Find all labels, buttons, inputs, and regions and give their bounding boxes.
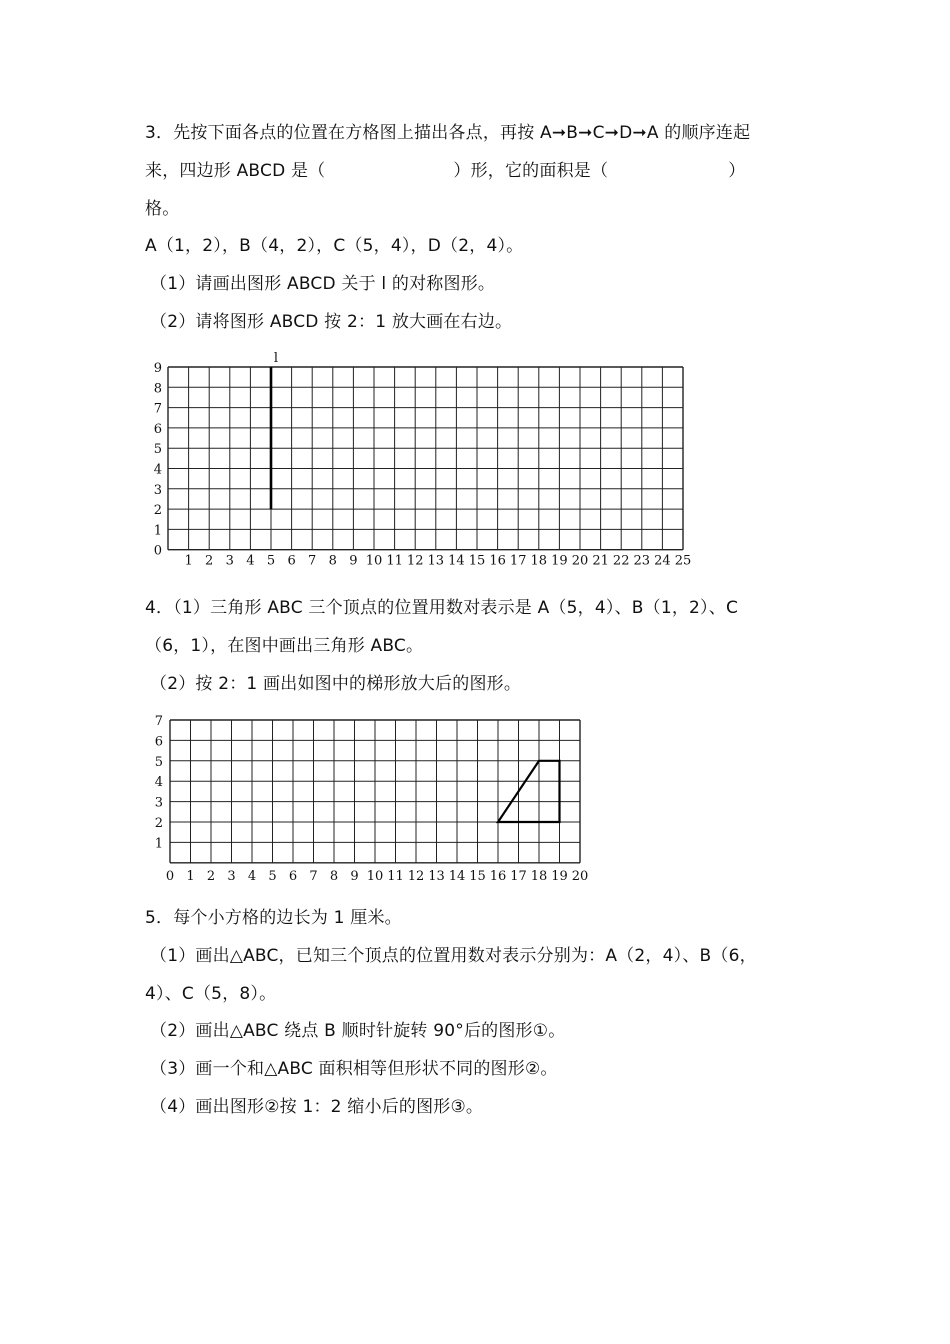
x-tick-label: 11 [386,553,403,569]
x-tick-label: 5 [268,868,277,884]
y-tick-label: 2 [154,816,163,831]
x-tick-label: 18 [530,868,548,884]
x-tick-label: 3 [227,868,236,884]
x-tick-label: 4 [246,553,255,569]
q4-grid[interactable] [140,708,610,890]
x-tick-label: 16 [489,868,507,884]
q4-line-3: （2）按 2：1 画出如图中的梯形放大后的图形。 [150,674,522,694]
y-tick-label: 4 [154,775,163,791]
x-tick-label: 16 [489,553,506,569]
x-tick-label: 1 [184,553,193,569]
x-tick-label: 8 [328,553,337,569]
q5-line-1: 5．每个小方格的边长为 1 厘米。 [145,908,402,928]
y-tick-label: 2 [153,503,162,519]
y-tick-label: 7 [154,714,163,729]
y-tick-label: 8 [153,381,162,397]
q3-line-2 [145,159,745,183]
x-tick-label: 2 [205,553,214,569]
q5-line-3: 4）、C（5，8）。 [145,984,277,1004]
x-tick-label: 12 [407,868,425,884]
x-tick-label: 10 [366,868,384,884]
x-tick-label: 20 [571,553,589,569]
y-tick-label: 7 [153,401,162,417]
y-tick-label: 6 [154,734,163,750]
x-tick-label: 6 [288,868,298,884]
symmetry-axis-label: l [273,351,279,366]
x-tick-label: 14 [448,553,465,569]
y-tick-label: 1 [153,523,162,539]
x-tick-label: 12 [406,553,424,569]
q4-line-2: （6，1），在图中画出三角形 ABC。 [145,636,424,656]
q5-line-6: （4）画出图形②按 1：2 缩小后的图形③。 [150,1097,484,1117]
y-tick-label: 6 [153,421,162,437]
q3-grid[interactable] [140,350,700,575]
y-tick-label: 9 [153,361,162,376]
x-tick-label: 7 [309,868,318,884]
q5-line-5: （3）画一个和△ABC 面积相等但形状不同的图形②。 [150,1059,558,1079]
x-tick-label: 17 [509,553,527,569]
x-tick-label: 7 [308,553,317,569]
q5-line-2: （1）画出△ABC，已知三个顶点的位置用数对表示分别为：A（2，4）、B（6， [150,946,757,966]
y-tick-label: 3 [154,795,163,811]
y-tick-label: 5 [154,754,163,770]
x-tick-label: 4 [247,868,257,884]
x-tick-label: 13 [427,553,445,569]
q3-line-2-a: 来，四边形 ABCD 是（ [145,161,326,181]
x-tick-label: 9 [350,868,359,884]
trapezoid-shape [498,761,560,822]
x-tick-label: 3 [225,553,234,569]
q3-line-3: 格。 [145,199,180,219]
x-tick-label: 1 [186,868,195,884]
x-tick-label: 17 [510,868,527,884]
x-tick-label: 15 [469,868,486,884]
q3-task-2: （2）请将图形 ABCD 按 2：1 放大画在右边。 [150,312,513,332]
x-tick-label: 19 [551,553,568,569]
x-tick-label: 14 [448,868,466,884]
x-tick-label: 22 [612,553,630,569]
x-tick-label: 19 [551,868,568,884]
q4-line-1: 4．（1）三角形 ABC 三个顶点的位置用数对表示是 A（5，4）、B（1，2）、C [145,598,739,618]
x-tick-label: 15 [468,553,486,569]
x-tick-label: 10 [365,553,383,569]
x-tick-label: 18 [530,553,548,569]
y-tick-label: 1 [154,836,163,852]
x-tick-label: 24 [654,553,671,569]
q3-task-1: （1）请画出图形 ABCD 关于 l 的对称图形。 [150,274,496,294]
x-tick-label: 23 [633,553,651,569]
x-tick-label: 0 [165,868,175,884]
x-tick-label: 20 [571,868,589,884]
y-tick-label: 0 [153,543,162,559]
x-tick-label: 21 [592,553,609,569]
q3-points: A（1，2），B（4，2），C（5，4），D（2，4）。 [145,236,524,256]
x-tick-label: 11 [387,868,404,884]
x-tick-label: 25 [674,553,692,569]
q3-line-1: 3．先按下面各点的位置在方格图上描出各点，再按 A➞B➞C➞D➞A 的顺序连起 [145,123,751,143]
y-tick-label: 4 [153,462,162,478]
x-tick-label: 5 [266,553,276,569]
q3-line-2-c: ） [728,161,746,181]
x-tick-label: 8 [329,868,339,884]
q5-line-4: （2）画出△ABC 绕点 B 顺时针旋转 90°后的图形①。 [150,1021,566,1041]
x-tick-label: 6 [287,553,296,569]
q3-line-2-b: ）形，它的面积是（ [453,161,609,181]
x-tick-label: 2 [206,868,216,884]
y-tick-label: 3 [153,482,162,498]
x-tick-label: 13 [428,868,445,884]
y-tick-label: 5 [153,442,162,458]
x-tick-label: 9 [349,553,358,569]
